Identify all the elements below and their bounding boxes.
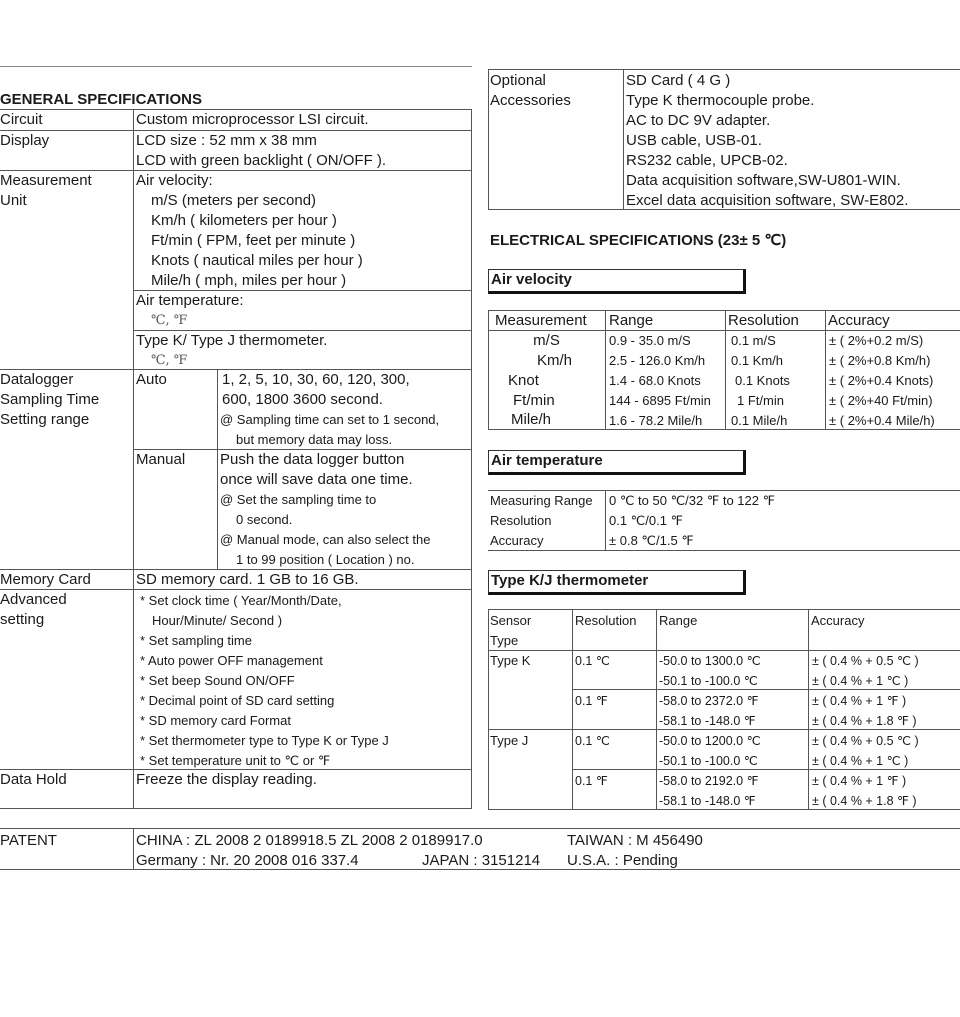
temp-units: ℃, ℉ bbox=[151, 313, 188, 328]
patent-usa: U.S.A. : Pending bbox=[567, 852, 678, 869]
thermo-resolution: 0.1 ℉ bbox=[575, 774, 608, 788]
column-rule bbox=[656, 609, 657, 809]
accessories-label: Accessories bbox=[490, 92, 571, 109]
thermo-accuracy: ± ( 0.4 % + 1.8 ℉ ) bbox=[812, 794, 917, 808]
auto-values: 1, 2, 5, 10, 30, 60, 120, 300, bbox=[222, 371, 410, 388]
column-rule bbox=[488, 609, 489, 809]
air-velocity-label: Air velocity: bbox=[136, 172, 213, 189]
temp-row-label: Measuring Range bbox=[490, 493, 593, 508]
datalogger-label: Datalogger bbox=[0, 371, 74, 388]
velocity-unit: m/S bbox=[533, 332, 560, 349]
temp-row-value: 0 ℃ to 50 ℃/32 ℉ to 122 ℉ bbox=[609, 493, 775, 508]
advanced-label: Advanced bbox=[0, 591, 67, 608]
accessory-item: Data acquisition software,SW-U801-WIN. bbox=[626, 172, 901, 189]
air-velocity-heading: Air velocity bbox=[488, 269, 746, 294]
manual-note: 0 second. bbox=[236, 512, 293, 527]
unit-item: Knots ( nautical miles per hour ) bbox=[151, 252, 363, 269]
thermo-resolution: 0.1 ℃ bbox=[575, 734, 610, 748]
patent-germany: Germany : Nr. 20 2008 016 337.4 bbox=[136, 852, 359, 869]
auto-note: but memory data may loss. bbox=[236, 432, 393, 447]
air-temperature-label: Air temperature: bbox=[136, 292, 244, 309]
sensor-type-k: Type K bbox=[490, 653, 531, 668]
column-rule bbox=[572, 609, 573, 809]
column-rule bbox=[133, 828, 134, 869]
velocity-resolution: 1 Ft/min bbox=[737, 393, 784, 408]
thermo-resolution: 0.1 ℉ bbox=[575, 694, 608, 708]
unit-item: Mile/h ( mph, miles per hour ) bbox=[151, 272, 347, 289]
advanced-item: * Decimal point of SD card setting bbox=[140, 693, 335, 708]
velocity-range: 1.4 - 68.0 Knots bbox=[609, 373, 701, 388]
general-title: GENERAL SPECIFICATIONS bbox=[0, 91, 202, 108]
velocity-range: 2.5 - 126.0 Km/h bbox=[609, 353, 706, 368]
column-rule bbox=[725, 310, 726, 429]
manual-text: Push the data logger button bbox=[220, 451, 405, 468]
column-rule bbox=[623, 69, 624, 209]
memory-card-label: Memory Card bbox=[0, 571, 91, 588]
header-accuracy: Accuracy bbox=[811, 613, 865, 628]
auto-note: @ Sampling time can set to 1 second, bbox=[220, 412, 440, 427]
patent-japan: JAPAN : 3151214 bbox=[422, 852, 541, 869]
velocity-unit: Ft/min bbox=[513, 392, 555, 409]
auto-label: Auto bbox=[136, 371, 167, 388]
thermo-accuracy: ± ( 0.4 % + 1 ℉ ) bbox=[812, 694, 907, 708]
velocity-accuracy: ± ( 2%+0.8 Km/h) bbox=[829, 353, 931, 368]
divider bbox=[488, 550, 960, 551]
column-rule bbox=[605, 310, 606, 429]
temp-row-value: ± 0.8 ℃/1.5 ℉ bbox=[609, 533, 694, 548]
manual-label: Manual bbox=[136, 451, 186, 468]
circuit-label: Circuit bbox=[0, 111, 43, 128]
header-range: Range bbox=[659, 613, 698, 628]
header-resolution: Resolution bbox=[575, 613, 637, 628]
optional-label: Optional bbox=[490, 72, 546, 89]
velocity-unit: Mile/h bbox=[511, 411, 552, 428]
divider bbox=[488, 609, 960, 610]
accessory-item: Type K thermocouple probe. bbox=[626, 92, 815, 109]
column-rule bbox=[133, 109, 134, 808]
sensor-type-j: Type J bbox=[490, 733, 529, 748]
divider bbox=[488, 69, 960, 70]
sampling-time-label: Sampling Time bbox=[0, 391, 100, 408]
velocity-unit: Knot bbox=[508, 372, 539, 389]
divider bbox=[0, 828, 960, 829]
thermo-range: -50.1 to -100.0 ℃ bbox=[659, 674, 758, 688]
thermometer-heading: Type K/J thermometer bbox=[488, 570, 746, 595]
velocity-resolution: 0.1 Km/h bbox=[731, 353, 784, 368]
velocity-resolution: 0.1 m/S bbox=[731, 333, 776, 348]
header-type: Type bbox=[490, 633, 519, 648]
advanced-item: * Set sampling time bbox=[140, 633, 252, 648]
temp-row-label: Resolution bbox=[490, 513, 552, 528]
display-label: Display bbox=[0, 132, 50, 149]
divider bbox=[0, 808, 472, 809]
advanced-item: * SD memory card Format bbox=[140, 713, 291, 728]
unit-item: m/S (meters per second) bbox=[151, 192, 317, 209]
header-accuracy: Accuracy bbox=[828, 312, 890, 329]
velocity-range: 1.6 - 78.2 Mile/h bbox=[609, 413, 703, 428]
accessory-item: USB cable, USB-01. bbox=[626, 132, 762, 149]
header-measurement: Measurement bbox=[495, 312, 587, 329]
velocity-accuracy: ± ( 2%+0.2 m/S) bbox=[829, 333, 924, 348]
advanced-item: * Set thermometer type to Type K or Type J bbox=[140, 733, 389, 748]
column-rule bbox=[488, 69, 489, 209]
memory-card-value: SD memory card. 1 GB to 16 GB. bbox=[136, 571, 359, 588]
velocity-range: 0.9 - 35.0 m/S bbox=[609, 333, 691, 348]
accessory-item: RS232 cable, UPCB-02. bbox=[626, 152, 788, 169]
thermo-accuracy: ± ( 0.4 % + 0.5 ℃ ) bbox=[812, 654, 919, 668]
thermo-range: -58.1 to -148.0 ℉ bbox=[659, 794, 756, 808]
setting-range-label: Setting range bbox=[0, 411, 90, 428]
header-resolution: Resolution bbox=[728, 312, 799, 329]
advanced-item: Hour/Minute/ Second ) bbox=[152, 613, 283, 628]
manual-text: once will save data one time. bbox=[220, 471, 413, 488]
manual-note: @ Manual mode, can also select the bbox=[220, 532, 431, 547]
velocity-accuracy: ± ( 2%+0.4 Knots) bbox=[829, 373, 934, 388]
thermo-accuracy: ± ( 0.4 % + 0.5 ℃ ) bbox=[812, 734, 919, 748]
advanced-item: * Auto power OFF management bbox=[140, 653, 323, 668]
thermo-range: -58.0 to 2192.0 ℉ bbox=[659, 774, 759, 788]
display-size: LCD size : 52 mm x 38 mm bbox=[136, 132, 317, 149]
top-rule bbox=[0, 66, 472, 67]
thermo-resolution: 0.1 ℃ bbox=[575, 654, 610, 668]
column-rule bbox=[471, 109, 472, 808]
accessory-item: Excel data acquisition software, SW-E802. bbox=[626, 192, 909, 209]
velocity-resolution: 0.1 Knots bbox=[735, 373, 790, 388]
thermo-range: -50.1 to -100.0 ℃ bbox=[659, 754, 758, 768]
accessory-item: SD Card ( 4 G ) bbox=[626, 72, 731, 89]
temp-row-label: Accuracy bbox=[490, 533, 544, 548]
temp-row-value: 0.1 ℃/0.1 ℉ bbox=[609, 513, 683, 528]
thermo-units: ℃, ℉ bbox=[151, 353, 188, 368]
thermometer-label: Type K/ Type J thermometer. bbox=[136, 332, 328, 349]
advanced-item: * Set beep Sound ON/OFF bbox=[140, 673, 295, 688]
thermo-accuracy: ± ( 0.4 % + 1 ℉ ) bbox=[812, 774, 907, 788]
velocity-accuracy: ± ( 2%+0.4 Mile/h) bbox=[829, 413, 935, 428]
display-backlight: LCD with green backlight ( ON/OFF ). bbox=[136, 152, 387, 169]
header-range: Range bbox=[609, 312, 654, 329]
column-rule bbox=[808, 609, 809, 809]
thermo-accuracy: ± ( 0.4 % + 1 ℃ ) bbox=[812, 674, 909, 688]
data-hold-value: Freeze the display reading. bbox=[136, 771, 317, 788]
thermo-range: -58.1 to -148.0 ℉ bbox=[659, 714, 756, 728]
air-temperature-heading: Air temperature bbox=[488, 450, 746, 475]
accessory-item: AC to DC 9V adapter. bbox=[626, 112, 771, 129]
manual-note: 1 to 99 position ( Location ) no. bbox=[236, 552, 415, 567]
thermo-range: -50.0 to 1300.0 ℃ bbox=[659, 654, 761, 668]
advanced-item: * Set clock time ( Year/Month/Date, bbox=[140, 593, 342, 608]
auto-values: 600, 1800 3600 second. bbox=[222, 391, 383, 408]
velocity-accuracy: ± ( 2%+40 Ft/min) bbox=[829, 393, 933, 408]
column-rule bbox=[825, 310, 826, 429]
patent-taiwan: TAIWAN : M 456490 bbox=[567, 832, 703, 849]
thermo-range: -50.0 to 1200.0 ℃ bbox=[659, 734, 761, 748]
thermo-range: -58.0 to 2372.0 ℉ bbox=[659, 694, 759, 708]
circuit-value: Custom microprocessor LSI circuit. bbox=[136, 111, 369, 128]
velocity-unit: Km/h bbox=[536, 352, 572, 369]
setting-label: setting bbox=[0, 611, 45, 628]
header-sensor: Sensor bbox=[490, 613, 532, 628]
thermo-accuracy: ± ( 0.4 % + 1 ℃ ) bbox=[812, 754, 909, 768]
unit-item: Ft/min ( FPM, feet per minute ) bbox=[151, 232, 356, 249]
column-rule bbox=[217, 369, 218, 569]
data-hold-label: Data Hold bbox=[0, 771, 67, 788]
patent-label: PATENT bbox=[0, 832, 57, 849]
unit-item: Km/h ( kilometers per hour ) bbox=[151, 212, 337, 229]
advanced-item: * Set temperature unit to ℃ or ℉ bbox=[140, 753, 331, 768]
velocity-resolution: 0.1 Mile/h bbox=[731, 413, 788, 428]
column-rule bbox=[605, 490, 606, 550]
velocity-range: 144 - 6895 Ft/min bbox=[609, 393, 711, 408]
patent-china: CHINA : ZL 2008 2 0189918.5 ZL 2008 2 0189917.0 bbox=[136, 832, 483, 849]
measurement-label: Measurement bbox=[0, 172, 92, 189]
manual-note: @ Set the sampling time to bbox=[220, 492, 377, 507]
unit-label: Unit bbox=[0, 192, 27, 209]
electrical-title: ELECTRICAL SPECIFICATIONS (23± 5 ℃) bbox=[490, 232, 787, 249]
thermo-accuracy: ± ( 0.4 % + 1.8 ℉ ) bbox=[812, 714, 917, 728]
